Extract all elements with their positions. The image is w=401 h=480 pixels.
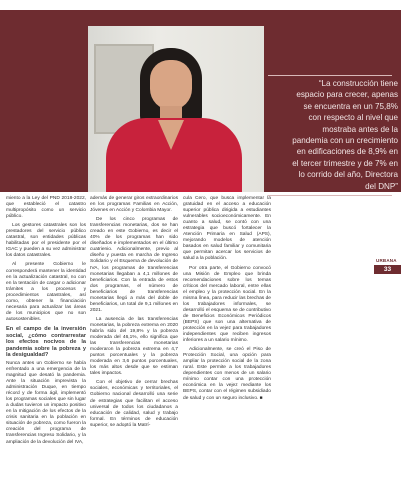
paragraph: miento a la Ley del PND 2018-2022, que estableció el catastro multipropósito como un servicio público. — [6, 196, 86, 220]
paragraph: Los gestores catastrales son los prestadores del servicio público catastral, son entidades públicas habilitadas por el presidente por el IGAC y pueden a su vez administrar los datos catastrales. — [6, 223, 86, 259]
quote-line: pandemia con un crecimiento — [292, 136, 398, 146]
quote-line: se encuentra en un 75,8% — [303, 101, 398, 111]
portrait-photo — [88, 26, 264, 192]
paragraph: Adicionalmente, se creó el Piso de Protección Social, una opción para ampliar la protección social de la zona rural. Este permite a los trabajadores dependientes con menos de un salario mínimo contar con una protección económica en la vejez mediante los BEPS, contar con el régimen subsidiado de salud y con un seguro inclusivo. ■ — [183, 347, 271, 401]
text-column-1 — [6, 196, 86, 449]
text-column-2 — [90, 196, 178, 432]
paragraph: La ausencia de las transferencias monetarias, la pobreza extrema en 2020 habría sido del 19,8% y la pobreza moderada del 46,1%, ello significa que las transferencias monetarias moderaron la pobreza extrema en 4,7 puntos porcentuales y la pobreza moderada en 3,6 puntos porcentuales, los más altos desde que se estiman tales impactos. — [90, 316, 178, 377]
quote-line: con respecto al nivel que — [308, 113, 398, 123]
quote-rule-bottom — [268, 195, 392, 196]
quote-line: lo corrido del año, Directora — [298, 170, 398, 180]
paragraph: De los cinco programas de transferencias monetarias, dos se han creado en este Gobierno, es decir el 40% de los programas han sido diseñados e implementados en el último cuatrienio. Adicionalmente, previo al diseño y puesta en marcha de Ingreso Solidario y el Esquema de devolución de IVA, los programas de transferencias monetarias llegaban a 4,1 millones de beneficiarios. Con la entrada de estos dos programas, el número de beneficiarios de transferencias monetarias llegó a más del doble de beneficiarios, un total de 9,1 millones en 2021. — [90, 217, 178, 313]
quote-line: espacio para crecer, apenas — [296, 90, 398, 100]
top-margin — [0, 0, 401, 8]
portrait-face — [150, 60, 192, 110]
page-number: 33 — [374, 265, 401, 274]
quote-line: del DNP” — [365, 181, 398, 191]
paragraph: además de generar giros extraordinarios en los programas Familias en Acción, Jóvenes en Acción y Colombia Mayor. — [90, 196, 178, 214]
quote-rule-top — [268, 75, 392, 76]
paragraph: Al presente Gobierno le corresponderá mantener la identidad en la actualización catastral, no con en la tentación de cargar o adicionar trámites a los procesos y procedimientos catastrales, así como, obtener la financiación necesaria para actualizar las áreas de los municipios que no son autosostenibles. — [6, 262, 86, 322]
paragraph: cula Cero, que busca implementar la gratuidad en el acceso a educación superior pública dirigida a estudiantes vulnerables socioeconómicamente. En cuanto a salud, se contó con una estrategia que buscó fortalecer la Atención Primaria en Salud (APS), mejorando modelos de atención basados en salud familiar y comunitaria que permitan acercar los servicios de salud a la población. — [183, 196, 271, 262]
paragraph: Con el objetivo de cerrar brechas sociales, económicas y territoriales, el Gobierno nacional desarrolló una serie de estrategias que facilitan el acceso universal de todos los ciudadanos a educación de calidad, salud y trabajo formal. En términos de educación superior, se adoptó la Matrí- — [90, 380, 178, 428]
paragraph: Nunca antes un Gobierno se había enfrentado a una emergencia de la magnitud que desató la pandemia. Ante la situación imprevista la administración Duque, en tiempo récord y de forma ágil, implementó los programas sociales que sin lugar a dudas tuvieron un impacto positivo en la mitigación de los efectos de la crisis sanitaria en la población en situación de pobreza, como fueron la creación del programa de transferencias Ingreso Solidario, y la ampliación de la devolución del IVA, — [6, 360, 86, 445]
section-label: URBANA — [376, 258, 397, 263]
text-column-3 — [183, 196, 271, 405]
question-heading: En el campo de la inversión social, ¿cómo contrarrestar los efectos nocivos de la pandemia sobre la pobreza y la desigualdad? — [6, 325, 86, 359]
quote-line: el tercer trimestre y de 7% en — [292, 158, 398, 168]
quote-line: “La construcción tiene — [318, 79, 398, 88]
pull-quote — [268, 78, 398, 192]
quote-line: en edificaciones de 8,9% en — [296, 147, 398, 157]
quote-line: mostraba antes de la — [322, 124, 398, 134]
paragraph: Por otra parte, el Gobierno convocó una Misión de Empleo que brinda recomendaciones sobre los temas críticos del mercado laboral, entre ellas el empleo y la protección social. En la misma línea, para reducir las brechas de los trabajadores informales, se desarrolló el esquema se de contributivo de Beneficios Económicos Periódicos (BEPS) que son una alternativa de protección en la vejez para trabajadores independientes que reciben ingresos inferiores a un salario mínimo. — [183, 265, 271, 344]
